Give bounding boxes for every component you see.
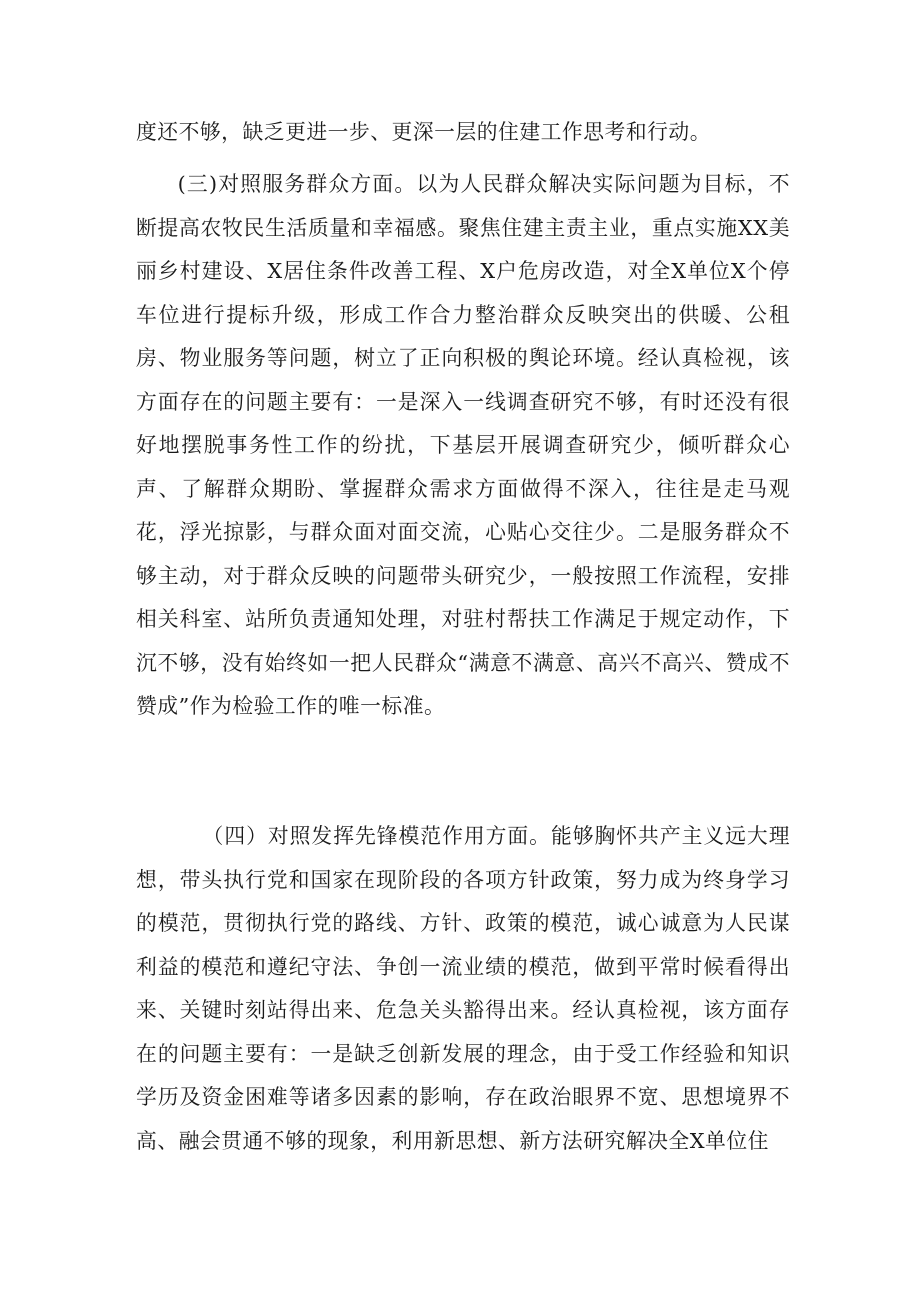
paragraph-text: (三)对照服务群众方面。以为人民群众解决实际问题为目标，不断提高农牧民生活质量和幸福感。聚焦住建主责主业，重点实施XX美丽乡村建设、X居住条件改善工程、X户危房改造，对全X单位X个停车位进行提标升级，形成工作合力整治群众反映突出的供暖、公租房、物业服务等问题，树立了正向积极的舆论环境。经认真检视，该方面存在的问题主要有：一是深入一线调查研究不够，有时还没有很好地摆脱事务性工作的纷扰，下基层开展调查研究少，倾听群众心声、了解群众期盼、掌握群众需求方面做得不深入，往往是走马观花，浮光掠影，与群众面对面交流，心贴心交往少。二是服务群众不够主动，对于群众反映的问题带头研究少，一般按照工作流程，安排相关科室、站所负责通知处理，对驻村帮扶工作满足于规定动作，下沉不够，没有始终如一把人民群众“满意不满意、高兴不高兴、赞成不赞成”作为检验工作的唯一标准。 — [136, 172, 790, 718]
paragraph-text: 度还不够，缺乏更进一步、更深一层的住建工作思考和行动。 — [136, 120, 712, 144]
paragraph-text: （四）对照发挥先锋模范作用方面。能够胸怀共产主义远大理想，带头执行党和国家在现阶段的各项方针政策，努力成为终身学习的模范，贯彻执行党的路线、方针、政策的模范，诚心诚意为人民谋利益的模范和遵纪守法、争创一流业绩的模范，做到平常时候看得出来、关键时刻站得出来、危急关头豁得出来。经认真检视，该方面存在的问题主要有：一是缺乏创新发展的理念，由于受工作经验和知识学历及资金困难等诸多因素的影响，存在政治眼界不宽、思想境界不高、融会贯通不够的现象，利用新思想、新方法研究解决全X单位住 — [136, 824, 790, 1153]
paragraph-serve-masses — [136, 163, 790, 729]
paragraph-vanguard-role — [136, 815, 790, 1163]
paragraph-continuation — [136, 111, 790, 155]
